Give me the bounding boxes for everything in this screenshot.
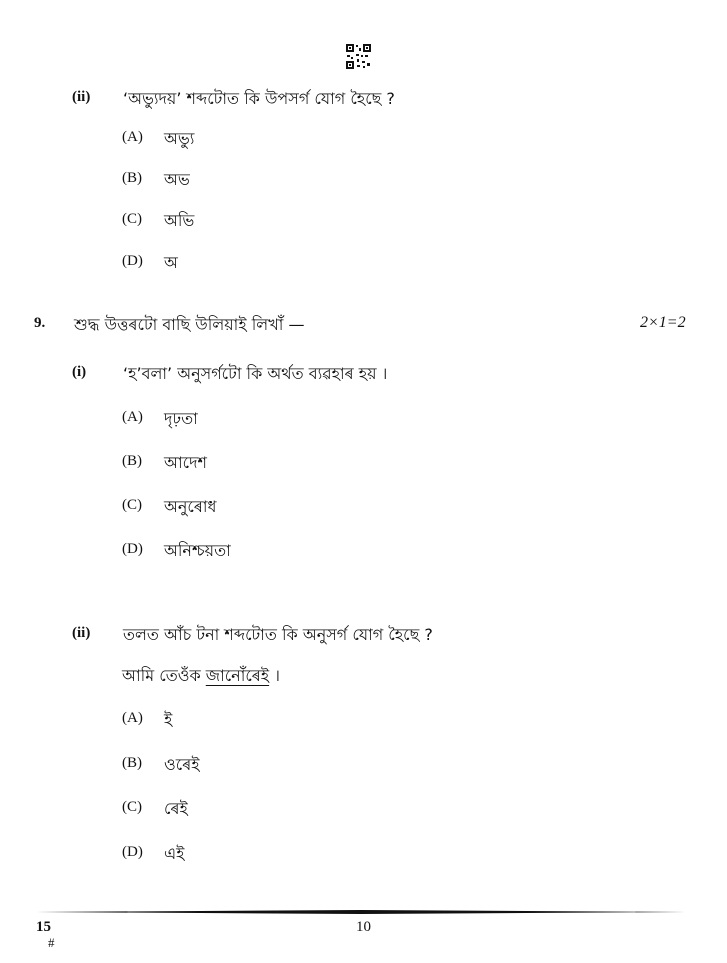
sentence-before: আমি তেওঁক [122,666,206,685]
underlined-word: জানোঁৰেই [205,666,270,685]
question-9-instruction: শুদ্ধ উত্তৰটো বাছি উলিয়াই লিখাঁ — [74,315,305,334]
q9i-option-a-text: দৃঢ়তা [164,409,198,428]
page-number: 10 [356,919,371,935]
q8ii-option-d-text: অ [164,253,178,272]
q9i-option-b-label: (B) [122,453,142,469]
q9ii-option-b-text: ওৰেই [164,755,200,774]
q9ii-option-a-label: (A) [122,710,143,726]
footer-hash: # [48,935,55,950]
q8ii-option-b-label: (B) [122,170,142,186]
q9ii-option-b-label: (B) [122,755,142,771]
question-9-marks: 2×1=2 [640,314,686,331]
q8ii-option-b-text: অভ [164,170,190,189]
sentence-after: । [269,666,280,685]
q9ii-option-d-label: (D) [122,844,143,860]
q9i-option-b-text: আদেশ [164,453,207,472]
q9ii-option-d-text: এই [164,844,185,863]
question-9-i-label: (i) [72,364,87,380]
question-9-ii-label: (ii) [72,625,91,641]
footer-divider [36,910,686,914]
q8ii-option-a-label: (A) [122,129,143,145]
footer-code: 15 [36,919,51,935]
q9i-option-c-text: অনুৰোধ [164,497,217,516]
q8ii-option-c-label: (C) [122,211,142,227]
question-8-ii-label: (ii) [72,89,91,105]
question-9-number: 9. [34,315,46,331]
question-9-ii-text: তলত আঁচ টনা শব্দটোত কি অনুসৰ্গ যোগ হৈছে ? [123,625,433,644]
question-9-ii-sentence [122,663,280,690]
q9i-option-d-label: (D) [122,541,143,557]
q9i-option-d-text: অনিশ্চয়তা [164,541,231,560]
q9ii-option-c-label: (C) [122,799,142,815]
q9ii-option-a-text: ই [164,710,173,729]
q8ii-option-c-text: অভি [164,211,195,230]
q9i-option-a-label: (A) [122,409,143,425]
q8ii-option-a-text: অভ্যু [164,129,195,148]
question-8-ii-text: ‘অভ্যুদয়’ শব্দটোত কি উপসৰ্গ যোগ হৈছে ? [123,89,395,108]
q9ii-option-c-text: ৰেই [164,799,188,818]
q8ii-option-d-label: (D) [122,253,143,269]
q9i-option-c-label: (C) [122,497,142,513]
question-9-i-text: ‘হ’বলা’ অনুসৰ্গটো কি অৰ্থত ব্যৱহাৰ হয় । [123,364,388,383]
qr-code-icon [345,43,372,70]
